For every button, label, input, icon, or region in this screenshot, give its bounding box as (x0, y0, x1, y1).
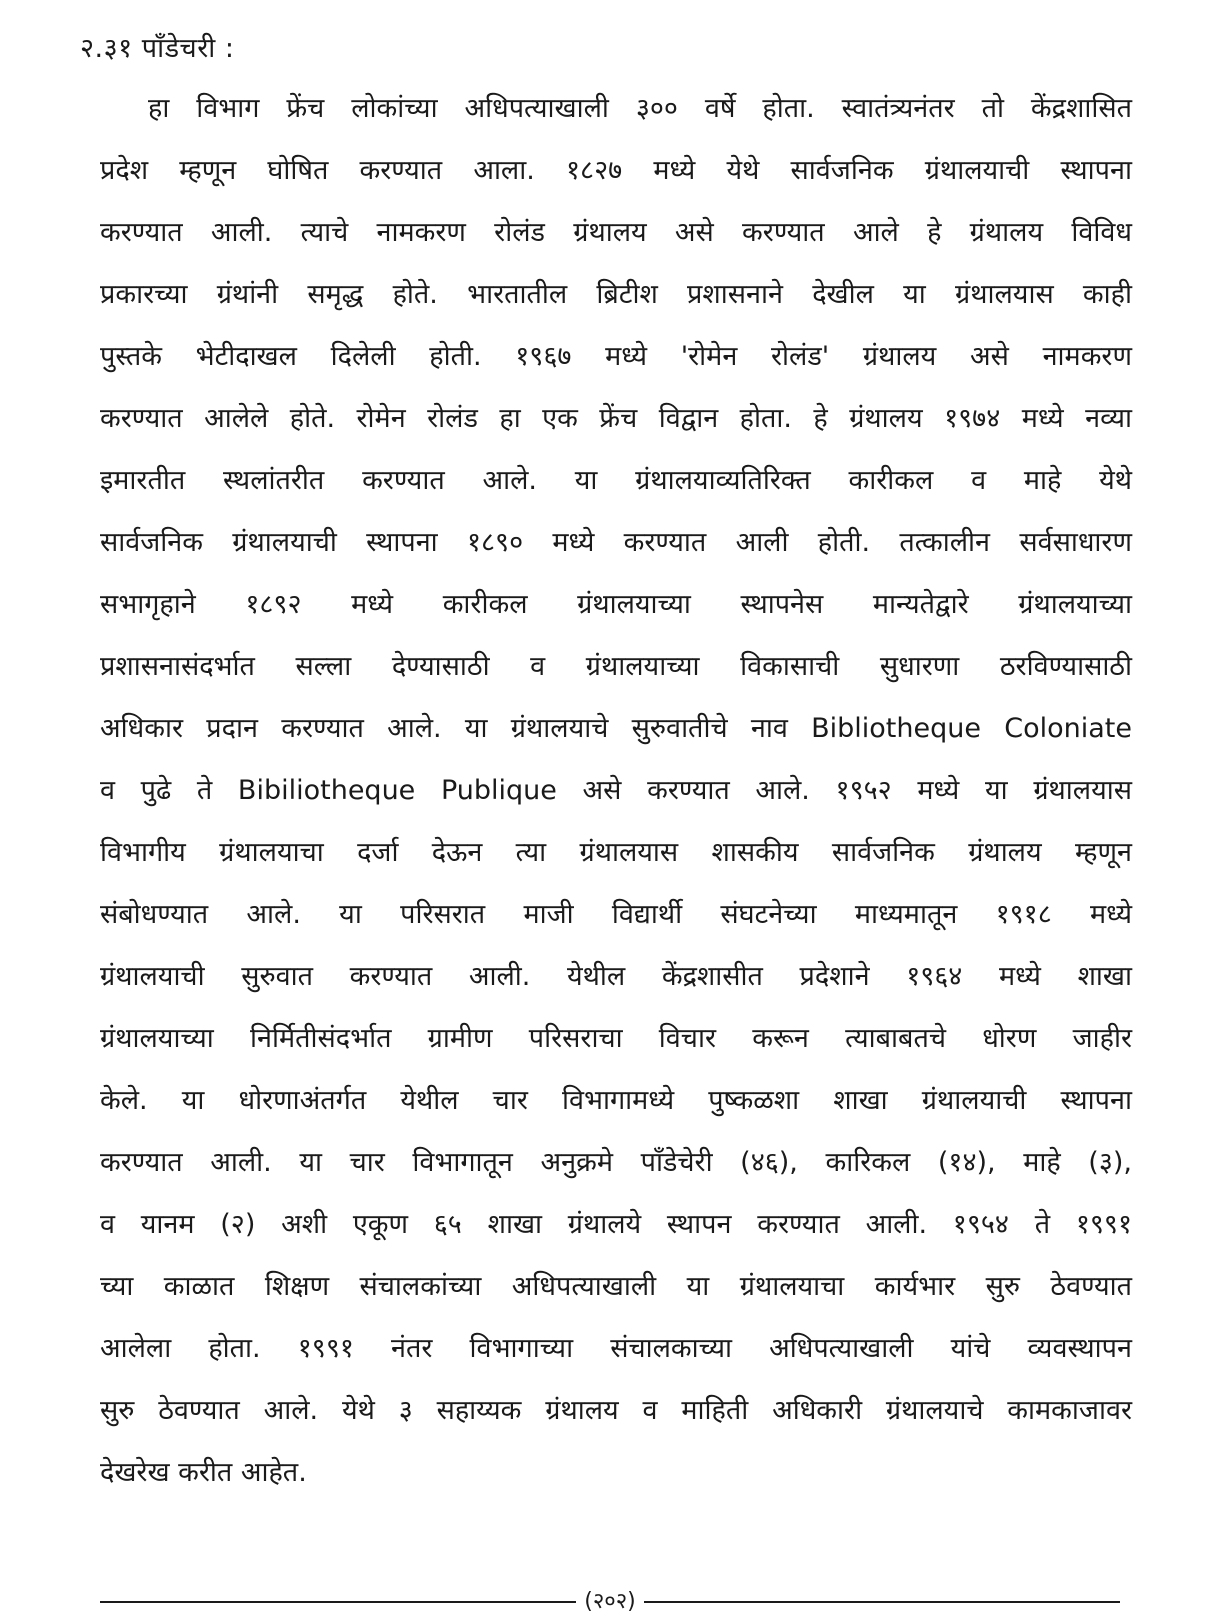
paragraph-line: करण्यात आलेले होते. रोमेन रोलंड हा एक फ्रेंच विद्वान होता. हे ग्रंथालय १९७४ मध्ये नव्या (100, 403, 1132, 434)
page-number: (२०२) (584, 1589, 636, 1614)
paragraph-line: करण्यात आली. त्याचे नामकरण रोलंड ग्रंथालय असे करण्यात आले हे ग्रंथालय विविध (100, 217, 1132, 248)
paragraph-line: आलेला होता. १९९१ नंतर विभागाच्या संचालकाच्या अधिपत्याखाली यांचे व्यवस्थापन (100, 1333, 1132, 1364)
paragraph-line: सभागृहाने १८९२ मध्ये कारीकल ग्रंथालयाच्या स्थापनेस मान्यतेद्वारे ग्रंथालयाच्या (100, 589, 1132, 620)
paragraph-line: प्रकारच्या ग्रंथांनी समृद्ध होते. भारतातील ब्रिटीश प्रशासनाने देखील या ग्रंथालयास काही (100, 279, 1132, 310)
footer-rule-left (100, 1601, 576, 1603)
paragraph-line: सार्वजनिक ग्रंथालयाची स्थापना १८९० मध्ये करण्यात आली होती. तत्कालीन सर्वसाधारण (100, 527, 1132, 558)
footer-rule-right (644, 1601, 1120, 1603)
paragraph-line: करण्यात आली. या चार विभागातून अनुक्रमे पाँडेचेरी (४६), कारिकल (१४), माहे (३), (100, 1147, 1132, 1178)
paragraph-line: व पुढे ते Bibiliotheque Publique असे करण्यात आले. १९५२ मध्ये या ग्रंथालयास (100, 775, 1132, 806)
paragraph-line: इमारतीत स्थलांतरीत करण्यात आले. या ग्रंथालयाव्यतिरिक्त कारीकल व माहे येथे (100, 465, 1132, 496)
page-footer (100, 1590, 1120, 1614)
paragraph-line: ग्रंथालयाच्या निर्मितीसंदर्भात ग्रामीण परिसराचा विचार करून त्याबाबतचे धोरण जाहीर (100, 1023, 1132, 1054)
paragraph-line: देखरेख करीत आहेत. (100, 1457, 307, 1488)
paragraph-line: विभागीय ग्रंथालयाचा दर्जा देऊन त्या ग्रंथालयास शासकीय सार्वजनिक ग्रंथालय म्हणून (100, 837, 1132, 868)
paragraph-line: संबोधण्यात आले. या परिसरात माजी विद्यार्थी संघटनेच्या माध्यमातून १९१८ मध्ये (100, 899, 1132, 930)
paragraph-line: ग्रंथालयाची सुरुवात करण्यात आली. येथील केंद्रशासीत प्रदेशाने १९६४ मध्ये शाखा (100, 961, 1132, 992)
paragraph-line: केले. या धोरणाअंतर्गत येथील चार विभागामध्ये पुष्कळशा शाखा ग्रंथालयाची स्थापना (100, 1085, 1132, 1116)
section-heading: २.३१ पाँडेचरी : (80, 33, 235, 64)
paragraph-line: व यानम (२) अशी एकूण ६५ शाखा ग्रंथालये स्थापन करण्यात आली. १९५४ ते १९९१ (100, 1209, 1132, 1240)
paragraph-line: प्रदेश म्हणून घोषित करण्यात आला. १८२७ मध्ये येथे सार्वजनिक ग्रंथालयाची स्थापना (100, 155, 1132, 186)
paragraph-line: हा विभाग फ्रेंच लोकांच्या अधिपत्याखाली ३०० वर्षे होता. स्वातंत्र्यनंतर तो केंद्रशासित (148, 93, 1132, 124)
paragraph-line: अधिकार प्रदान करण्यात आले. या ग्रंथालयाचे सुरुवातीचे नाव Bibliotheque Coloniate (100, 713, 1132, 744)
paragraph-line: सुरु ठेवण्यात आले. येथे ३ सहाय्यक ग्रंथालय व माहिती अधिकारी ग्रंथालयाचे कामकाजावर (100, 1395, 1132, 1426)
paragraph-line: प्रशासनासंदर्भात सल्ला देण्यासाठी व ग्रंथालयाच्या विकासाची सुधारणा ठरविण्यासाठी (100, 651, 1132, 682)
paragraph-line: च्या काळात शिक्षण संचालकांच्या अधिपत्याखाली या ग्रंथालयाचा कार्यभार सुरु ठेवण्यात (100, 1271, 1132, 1302)
body-paragraph (100, 78, 1132, 1504)
paragraph-line: पुस्तके भेटीदाखल दिलेली होती. १९६७ मध्ये 'रोमेन रोलंड' ग्रंथालय असे नामकरण (100, 341, 1132, 372)
